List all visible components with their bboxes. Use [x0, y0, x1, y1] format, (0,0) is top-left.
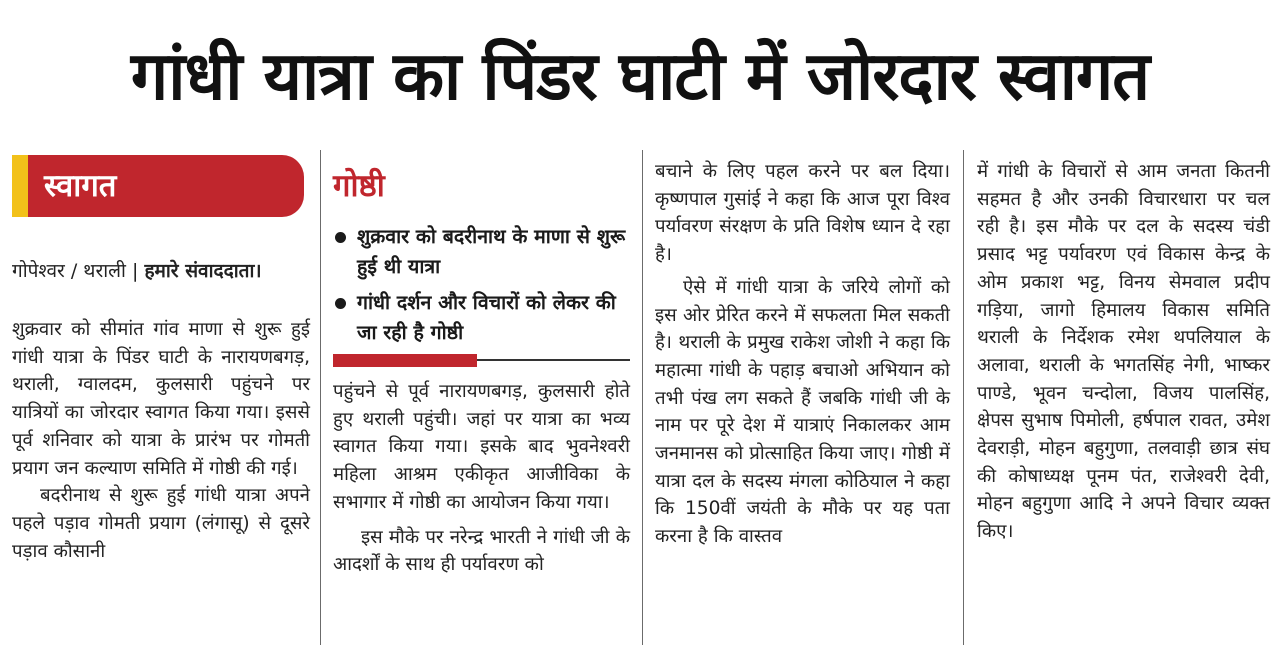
- sidebar-red-rule: [333, 354, 477, 367]
- section-tag-stripe: [12, 155, 28, 217]
- sidebar-bullet-item: [333, 222, 630, 282]
- column-divider: [320, 150, 321, 645]
- sidebar-black-rule: [477, 359, 630, 361]
- column-divider: [642, 150, 643, 645]
- article-paragraph: में गांधी के विचारों से आम जनता कितनी सहमत है और उनकी विचारधारा पर चल रही है। इस मौके पर दल के सदस्य चंडी प्रसाद भट्ट पर्यावरण एवं विकास केन्द्र के ओम प्रकाश भट्ट, विनय सेमवाल प्रदीप गड़िया, जागो हिमालय विकास समिति थराली के निर्देशक रमेश थपलियाल के अलावा, थराली के भगतसिंह नेगी, भाष्कर पाण्डे, भूवन चन्दोला, विजय पालसिंह, क्षेपस सुभाष पिमोली, हर्षपाल रावत, उमेश देवराड़ी, मोहन बहुगुणा, तलवाड़ी छात्र संघ की कोषाध्यक्ष पूनम पंत, राजेश्वरी देवी, मोहन बहुगुणा आदि ने अपने विचार व्यक्त किए।: [977, 161, 1270, 543]
- bullet-icon: [335, 232, 346, 243]
- byline-place: गोपेश्वर / थराली |: [12, 260, 139, 282]
- section-tag-label: स्वागत: [44, 168, 117, 204]
- article-paragraph: ऐसे में गांधी यात्रा के जरिये लोगों को इस ओर प्रेरित करने में सफलता मिल सकती है। थराली के प्रमुख राकेश जोशी ने कहा कि महात्मा गांधी के पहाड़ बचाओ अभियान को तभी पंख लग सकते हैं जबकि गांधी जी के नाम पर पूरे देश में यात्राएं निकालकर आम जनमानस को प्रोत्साहित किया जाए। गोष्ठी में यात्रा दल के सदस्य मंगला कोठियाल ने कहा कि 150वीं जयंती के मौके पर यह पता करना है कि वास्तव: [655, 276, 950, 548]
- article-column-4: [977, 158, 1270, 546]
- bullet-icon: [335, 298, 346, 309]
- article-paragraph: बचाने के लिए पहल करने पर बल दिया। कृष्णपाल गुसांई ने कहा कि आज पूरा विश्व पर्यावरण संरक्षण के प्रति विशेष ध्यान दे रहा है।: [655, 161, 950, 266]
- headline: गांधी यात्रा का पिंडर घाटी में जोरदार स्वागत: [130, 37, 1150, 115]
- sidebar-title: गोष्ठी: [333, 168, 385, 204]
- article-paragraph: इस मौके पर नरेन्द्र भारती ने गांधी जी के आदर्शों के साथ ही पर्यावरण को: [333, 526, 630, 576]
- article-paragraph: बदरीनाथ से शुरू हुई गांधी यात्रा अपने पहले पड़ाव गोमती प्रयाग (लंगासू) से दूसरे पड़ाव कौसानी: [12, 485, 310, 562]
- sidebar-bullet-item: [333, 288, 630, 348]
- article-column-2: [333, 378, 630, 579]
- article-column-3: [655, 158, 950, 551]
- article-column-1: [12, 316, 310, 565]
- byline-reporter: हमारे संवाददाता।: [144, 260, 262, 282]
- article-paragraph: पहुंचने से पूर्व नारायणबगड़, कुलसारी होते हुए थराली पहुंची। जहां पर यात्रा का भव्य स्वागत किया गया। इसके बाद भुवनेश्वरी महिला आश्रम एकीकृत आजीविका के सभागार में गोष्ठी का आयोजन किया गया।: [333, 381, 630, 513]
- sidebar-bullets: [333, 222, 630, 354]
- bullet-text: शुक्रवार को बदरीनाथ के माणा से शुरू हुई थी यात्रा: [357, 225, 626, 278]
- byline: [12, 256, 262, 286]
- article-paragraph: शुक्रवार को सीमांत गांव माणा से शुरू हुई गांधी यात्रा के पिंडर घाटी के नारायणबगड़, थराली, ग्वालदम, कुलसारी पहुंचने पर यात्रियों का जोरदार स्वागत किया गया। इससे पूर्व शनिवार को यात्रा के प्रारंभ पर गोमती प्रयाग जन कल्याण समिति में गोष्ठी की गई।: [12, 319, 310, 479]
- column-divider: [963, 150, 964, 645]
- bullet-text: गांधी दर्शन और विचारों को लेकर की जा रही है गोष्ठी: [357, 291, 616, 344]
